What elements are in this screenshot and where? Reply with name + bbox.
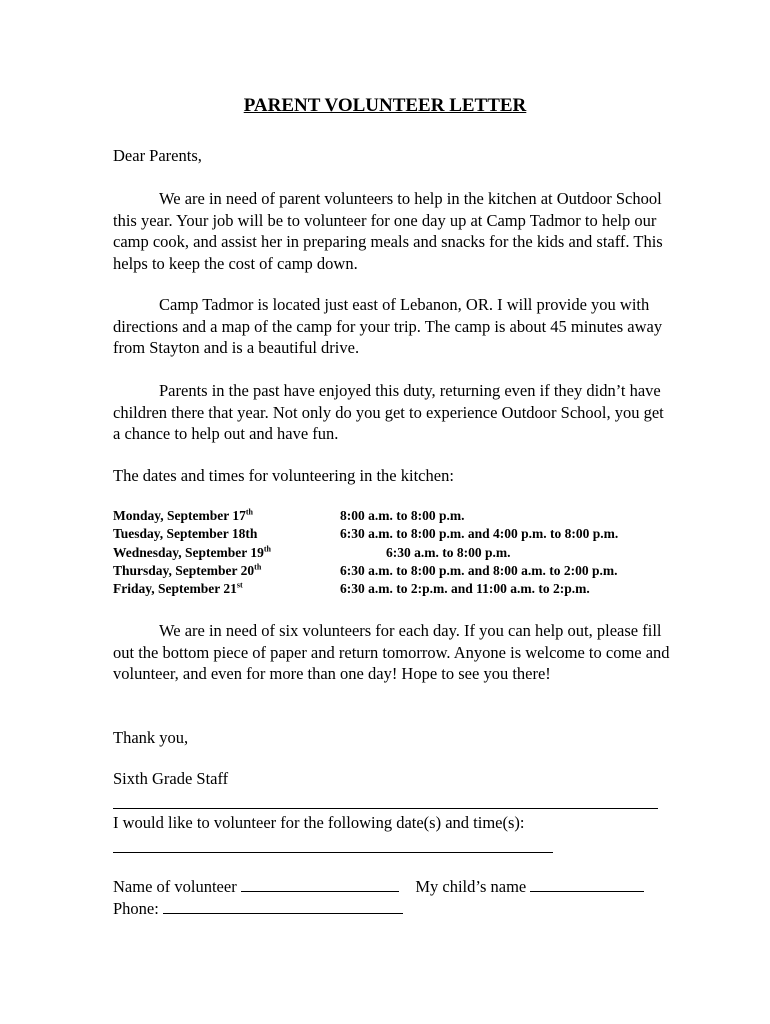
phone-label: Phone: — [113, 899, 159, 918]
schedule-row — [113, 562, 673, 580]
paragraph-intro — [113, 188, 673, 274]
closing-thanks: Thank you, — [113, 728, 189, 747]
child-name-field[interactable] — [530, 877, 644, 892]
paragraph-past-parents-text: Parents in the past have enjoyed this duty, returning even if they didn’t have children there that year. Not only do you get to experience Outdoor School, you get a chance to help out and have fun. — [113, 381, 664, 443]
paragraph-intro-text: We are in need of parent volunteers to help in the kitchen at Outdoor School this year. Your job will be to volunteer for one day up at Camp Tadmor to help our camp cook, and assist her in preparing meals and snacks for the kids and staff. This helps to keep the cost of camp down. — [113, 189, 663, 273]
paragraph-past-parents — [113, 380, 673, 445]
schedule-day: Monday, September 17th — [113, 507, 254, 523]
schedule-day: Friday, September 21st — [113, 580, 243, 597]
schedule-row — [113, 525, 673, 543]
phone-line — [113, 898, 403, 919]
schedule-day: Thursday, September 20th — [113, 562, 262, 578]
volunteer-name-field[interactable] — [241, 877, 399, 892]
schedule-time: 6:30 a.m. to 8:00 p.m. and 4:00 p.m. to 8:00 p.m. — [340, 526, 619, 542]
paragraph-request — [113, 620, 673, 685]
page-title: PARENT VOLUNTEER LETTER — [243, 95, 527, 116]
schedule-row — [113, 507, 673, 525]
schedule-row — [113, 580, 673, 598]
schedule-list — [113, 507, 673, 598]
schedule-time: 6:30 a.m. to 2:p.m. and 11:00 a.m. to 2:p.m. — [340, 581, 590, 597]
schedule-row — [113, 544, 673, 562]
greeting: Dear Parents, — [113, 146, 202, 165]
paragraph-location-text: Camp Tadmor is located just east of Lebanon, OR. I will provide you with directions and a map of the camp for your trip. The camp is about 45 minutes away from Stayton and is a beautiful drive. — [113, 295, 663, 357]
paragraph-location — [113, 294, 673, 359]
dates-times-field[interactable] — [113, 840, 553, 853]
volunteer-prompt: I would like to volunteer for the following date(s) and time(s): — [113, 813, 525, 832]
schedule-time: 8:00 a.m. to 8:00 p.m. — [340, 508, 465, 523]
schedule-time: 6:30 a.m. to 8:00 p.m. and 8:00 a.m. to 2:00 p.m. — [340, 562, 618, 578]
name-label: Name of volunteer — [113, 877, 237, 896]
name-line — [113, 876, 644, 897]
closing-signoff: Sixth Grade Staff — [113, 769, 229, 788]
phone-field[interactable] — [163, 899, 403, 914]
schedule-day: Wednesday, September 19th — [113, 544, 272, 560]
child-name-label: My child’s name — [415, 877, 527, 896]
schedule-time: 6:30 a.m. to 8:00 p.m. — [386, 544, 511, 560]
paragraph-request-text: We are in need of six volunteers for each day. If you can help out, please fill out the bottom piece of paper and return tomorrow. Anyone is welcome to come and volunteer, and even for more than one day! Hope to see you there! — [113, 621, 670, 683]
schedule-day: Tuesday, September 18th — [113, 526, 258, 542]
cut-line — [113, 808, 658, 809]
paragraph-dates-intro: The dates and times for volunteering in the kitchen: — [113, 466, 454, 485]
